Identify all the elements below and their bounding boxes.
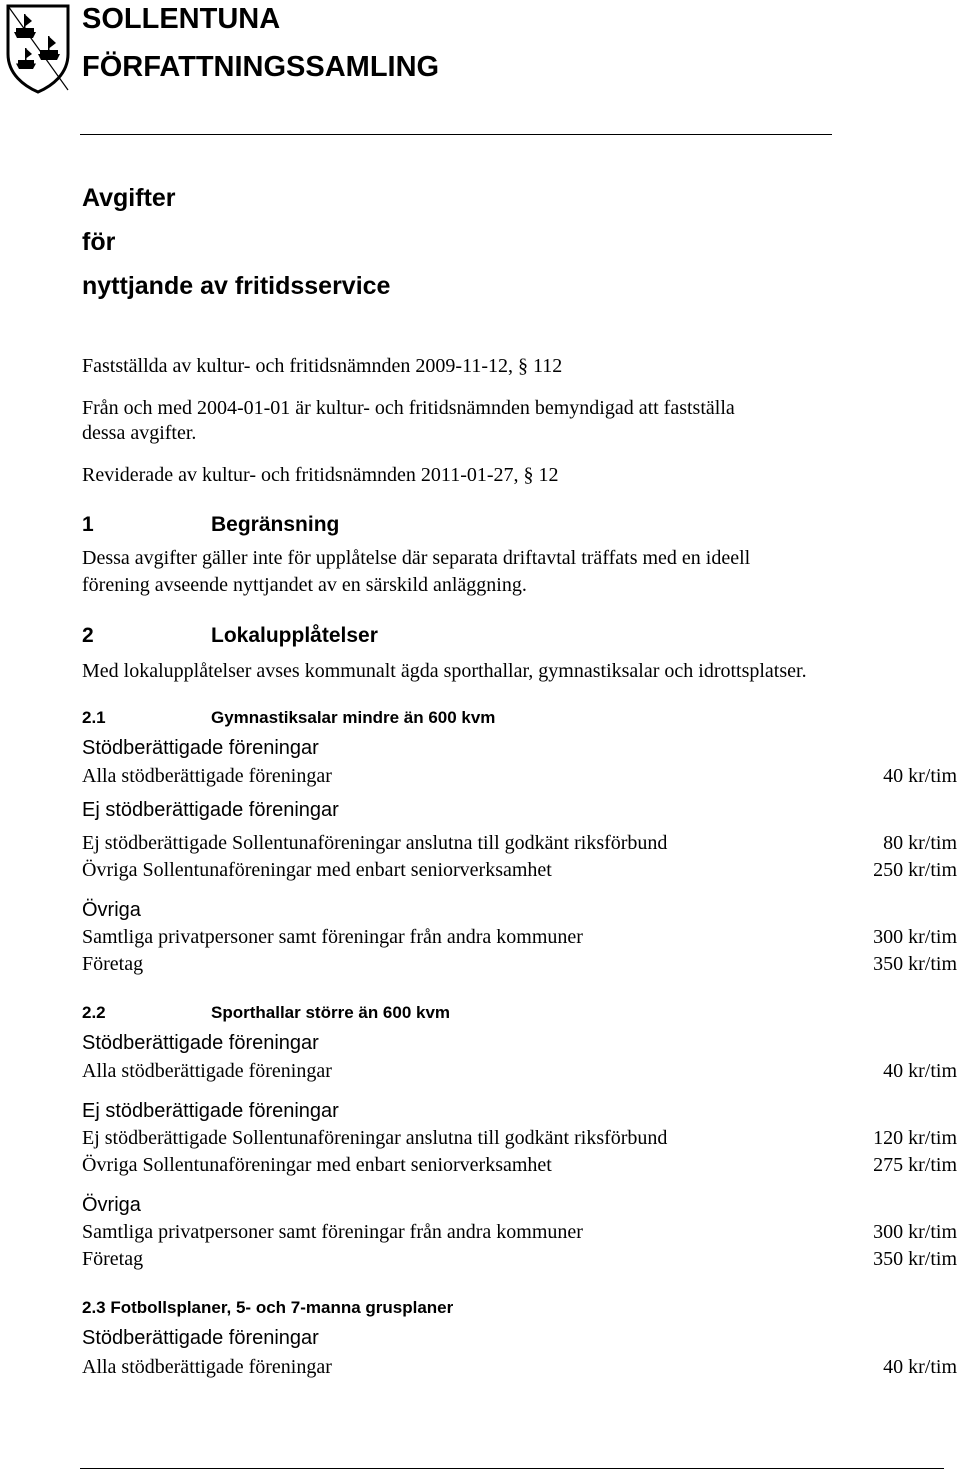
header-rule — [80, 134, 832, 135]
doc-title-line2: för — [82, 228, 116, 256]
delegation-text-line2: dessa avgifter. — [82, 422, 197, 444]
delegation-text-line1: Från och med 2004-01-01 är kultur- och fritidsnämnden bemyndigad att fastställa — [82, 397, 735, 419]
sub22-row-all-supported: Alla stödberättigade föreningar — [82, 1060, 332, 1082]
sub22-number: 2.2 — [82, 1003, 106, 1022]
org-name-line1: SOLLENTUNA — [82, 3, 281, 35]
sub23-heading: 2.3 Fotbollsplaner, 5- och 7-manna grusplaner — [82, 1298, 454, 1317]
sub21-price-private: 300 kr/tim — [873, 926, 957, 948]
sub22-row-company: Företag — [82, 1248, 144, 1270]
sub22-price-company: 350 kr/tim — [873, 1248, 957, 1270]
sub21-category-not-supported: Ej stödberättigade föreningar — [82, 799, 339, 821]
sub22-row-senior: Övriga Sollentunaföreningar med enbart seniorverksamhet — [82, 1154, 552, 1176]
sub21-price-all-supported: 40 kr/tim — [883, 765, 957, 787]
sub22-price-senior: 275 kr/tim — [873, 1154, 957, 1176]
sub21-category-other: Övriga — [82, 899, 141, 921]
sub21-category-supported: Stödberättigade föreningar — [82, 737, 319, 759]
sub22-heading: Sporthallar större än 600 kvm — [211, 1003, 451, 1022]
sub21-row-not-supported-assoc: Ej stödberättigade Sollentunaföreningar anslutna till godkänt riksförbund — [82, 832, 668, 854]
section1-heading: Begränsning — [211, 513, 340, 536]
sub22-row-private: Samtliga privatpersoner samt föreningar från andra kommuner — [82, 1221, 583, 1243]
sub23-row-all-supported: Alla stödberättigade föreningar — [82, 1356, 332, 1378]
doc-title-line1: Avgifter — [82, 184, 176, 212]
section1-text-line2: förening avseende nyttjandet av en särskild anläggning. — [82, 574, 527, 596]
section1-text-line1: Dessa avgifter gäller inte för upplåtelse där separata driftavtal träffats med en ideell — [82, 547, 751, 569]
section2-text: Med lokalupplåtelser avses kommunalt ägda sporthallar, gymnastiksalar och idrottsplatser. — [82, 660, 807, 682]
sub22-category-not-supported: Ej stödberättigade föreningar — [82, 1100, 339, 1122]
sub22-category-supported: Stödberättigade föreningar — [82, 1032, 319, 1054]
sub21-number: 2.1 — [82, 708, 106, 727]
sub22-price-all-supported: 40 kr/tim — [883, 1060, 957, 1082]
sub21-price-not-supported-assoc: 80 kr/tim — [883, 832, 957, 854]
doc-title-line3: nyttjande av fritidsservice — [82, 272, 391, 300]
section1-number: 1 — [82, 513, 94, 536]
sub21-row-senior: Övriga Sollentunaföreningar med enbart seniorverksamhet — [82, 859, 552, 881]
established-text: Fastställda av kultur- och fritidsnämnden 2009-11-12, § 112 — [82, 355, 563, 377]
revised-text: Reviderade av kultur- och fritidsnämnden 2011-01-27, § 12 — [82, 464, 559, 486]
sub21-row-private: Samtliga privatpersoner samt föreningar från andra kommuner — [82, 926, 583, 948]
sub21-price-company: 350 kr/tim — [873, 953, 957, 975]
sub22-price-not-supported-assoc: 120 kr/tim — [873, 1127, 957, 1149]
municipal-crest-logo — [4, 2, 72, 94]
sub23-price-all-supported: 40 kr/tim — [883, 1356, 957, 1378]
sub21-row-all-supported: Alla stödberättigade föreningar — [82, 765, 332, 787]
org-name-line2: FÖRFATTNINGSSAMLING — [82, 51, 440, 83]
sub23-category-supported: Stödberättigade föreningar — [82, 1327, 319, 1349]
sub21-row-company: Företag — [82, 953, 144, 975]
sub22-row-not-supported-assoc: Ej stödberättigade Sollentunaföreningar anslutna till godkänt riksförbund — [82, 1127, 668, 1149]
footer-rule — [80, 1468, 944, 1469]
section2-heading: Lokalupplåtelser — [211, 624, 378, 647]
sub22-price-private: 300 kr/tim — [873, 1221, 957, 1243]
sub21-heading: Gymnastiksalar mindre än 600 kvm — [211, 708, 496, 727]
sub21-price-senior: 250 kr/tim — [873, 859, 957, 881]
sub22-category-other: Övriga — [82, 1194, 141, 1216]
section2-number: 2 — [82, 624, 94, 647]
